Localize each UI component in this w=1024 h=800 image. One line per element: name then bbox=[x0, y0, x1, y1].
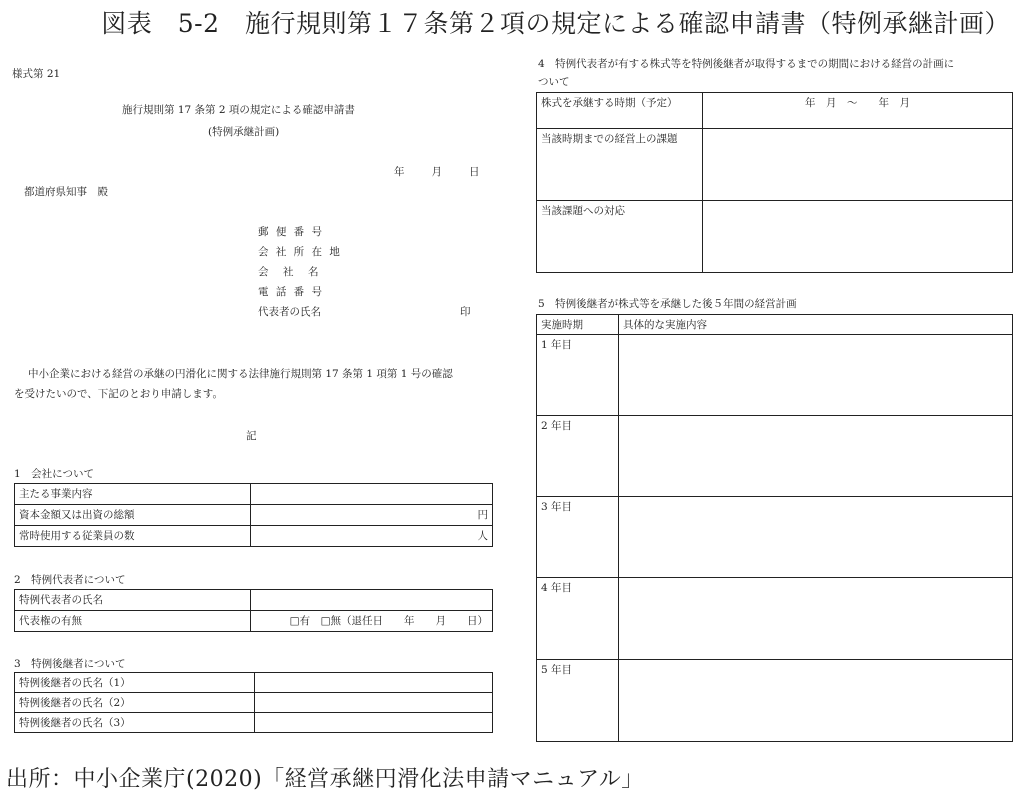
section1-heading: 1 会社について bbox=[14, 468, 94, 480]
row-label: 3 年目 bbox=[537, 497, 619, 578]
row-value bbox=[255, 713, 493, 733]
table-row bbox=[15, 611, 493, 632]
addressee: 都道府県知事 殿 bbox=[24, 186, 108, 198]
table-row bbox=[537, 497, 1013, 578]
row-value bbox=[619, 578, 1013, 660]
representative-label: 代表者の氏名 bbox=[258, 306, 321, 318]
row-value: 人 bbox=[251, 526, 493, 547]
row-label: 特例代表者の氏名 bbox=[15, 590, 251, 611]
section3-heading: 3 特例後継者について bbox=[14, 658, 126, 670]
table-row bbox=[537, 578, 1013, 660]
row-value bbox=[619, 497, 1013, 578]
table-row bbox=[537, 201, 1013, 273]
row-value bbox=[703, 201, 1013, 273]
row-label: 特例後継者の氏名（3） bbox=[15, 713, 255, 733]
row-value: 円 bbox=[251, 505, 493, 526]
row-value: □有 □無（退任日 年 月 日） bbox=[251, 611, 493, 632]
transition-plan-table bbox=[536, 92, 1013, 273]
row-label: 1 年目 bbox=[537, 335, 619, 416]
table-row bbox=[15, 673, 493, 693]
row-label: 常時使用する従業員の数 bbox=[15, 526, 251, 547]
row-value bbox=[255, 673, 493, 693]
row-value bbox=[255, 693, 493, 713]
row-label: 代表権の有無 bbox=[15, 611, 251, 632]
row-value bbox=[251, 590, 493, 611]
body-text-line2: を受けたいので、下記のとおり申請します。 bbox=[14, 388, 223, 400]
section2-heading: 2 特例代表者について bbox=[14, 574, 126, 586]
table-row bbox=[15, 713, 493, 733]
row-label: 当該時期までの経営上の課題 bbox=[537, 129, 703, 201]
source-caption: 出所：中小企業庁(2020)「経営承継円滑化法申請マニュアル」 bbox=[6, 767, 644, 792]
ki-mark: 記 bbox=[246, 430, 257, 442]
seal-mark: 印 bbox=[460, 306, 471, 318]
row-value bbox=[619, 416, 1013, 497]
section4-heading-line2: ついて bbox=[538, 76, 570, 88]
table-row bbox=[537, 129, 1013, 201]
date-line: 年 月 日 bbox=[394, 166, 482, 178]
table-row bbox=[537, 93, 1013, 129]
table-row bbox=[537, 660, 1013, 742]
company-name-label: 会 社 名 bbox=[258, 266, 321, 278]
row-value: 年 月 ～ 年 月 bbox=[703, 93, 1013, 129]
column-header: 具体的な実施内容 bbox=[619, 315, 1013, 335]
table-row bbox=[15, 484, 493, 505]
representative-table bbox=[14, 589, 493, 632]
doc-subtitle: (特例承継計画) bbox=[208, 126, 280, 138]
section5-heading: 5 特例後継者が株式等を承継した後５年間の経営計画 bbox=[538, 298, 797, 310]
row-value bbox=[619, 335, 1013, 416]
table-row bbox=[15, 590, 493, 611]
table-row bbox=[15, 526, 493, 547]
row-label: 株式を承継する時期（予定） bbox=[537, 93, 703, 129]
row-value bbox=[619, 660, 1013, 742]
table-row bbox=[537, 335, 1013, 416]
row-label: 5 年目 bbox=[537, 660, 619, 742]
five-year-plan-table bbox=[536, 314, 1013, 742]
section4-heading-line1: 4 特例代表者が有する株式等を特例後継者が取得するまでの期間における経営の計画に bbox=[538, 58, 955, 70]
company-address-label: 会 社 所 在 地 bbox=[258, 246, 342, 258]
row-label: 2 年目 bbox=[537, 416, 619, 497]
row-label: 資本金額又は出資の総額 bbox=[15, 505, 251, 526]
doc-title: 施行規則第 17 条第 2 項の規定による確認申請書 bbox=[122, 104, 355, 116]
row-label: 主たる事業内容 bbox=[15, 484, 251, 505]
body-text-line1: 中小企業における経営の承継の円滑化に関する法律施行規則第 17 条第 1 項第 1 号の確認 bbox=[28, 368, 453, 380]
row-label: 4 年目 bbox=[537, 578, 619, 660]
row-label: 特例後継者の氏名（1） bbox=[15, 673, 255, 693]
row-label: 当該課題への対応 bbox=[537, 201, 703, 273]
table-header-row bbox=[537, 315, 1013, 335]
postal-code-label: 郵 便 番 号 bbox=[258, 226, 325, 238]
row-value bbox=[251, 484, 493, 505]
phone-number-label: 電 話 番 号 bbox=[258, 286, 325, 298]
table-row bbox=[537, 416, 1013, 497]
row-label: 特例後継者の氏名（2） bbox=[15, 693, 255, 713]
form-number: 様式第 21 bbox=[12, 68, 61, 80]
company-table bbox=[14, 483, 493, 547]
table-row bbox=[15, 693, 493, 713]
successor-table bbox=[14, 672, 493, 733]
column-header: 実施時期 bbox=[537, 315, 619, 335]
row-value bbox=[703, 129, 1013, 201]
figure-title: 図表 5-2 施行規則第１７条第２項の規定による確認申請書（特例承継計画） bbox=[101, 9, 1010, 38]
table-row bbox=[15, 505, 493, 526]
